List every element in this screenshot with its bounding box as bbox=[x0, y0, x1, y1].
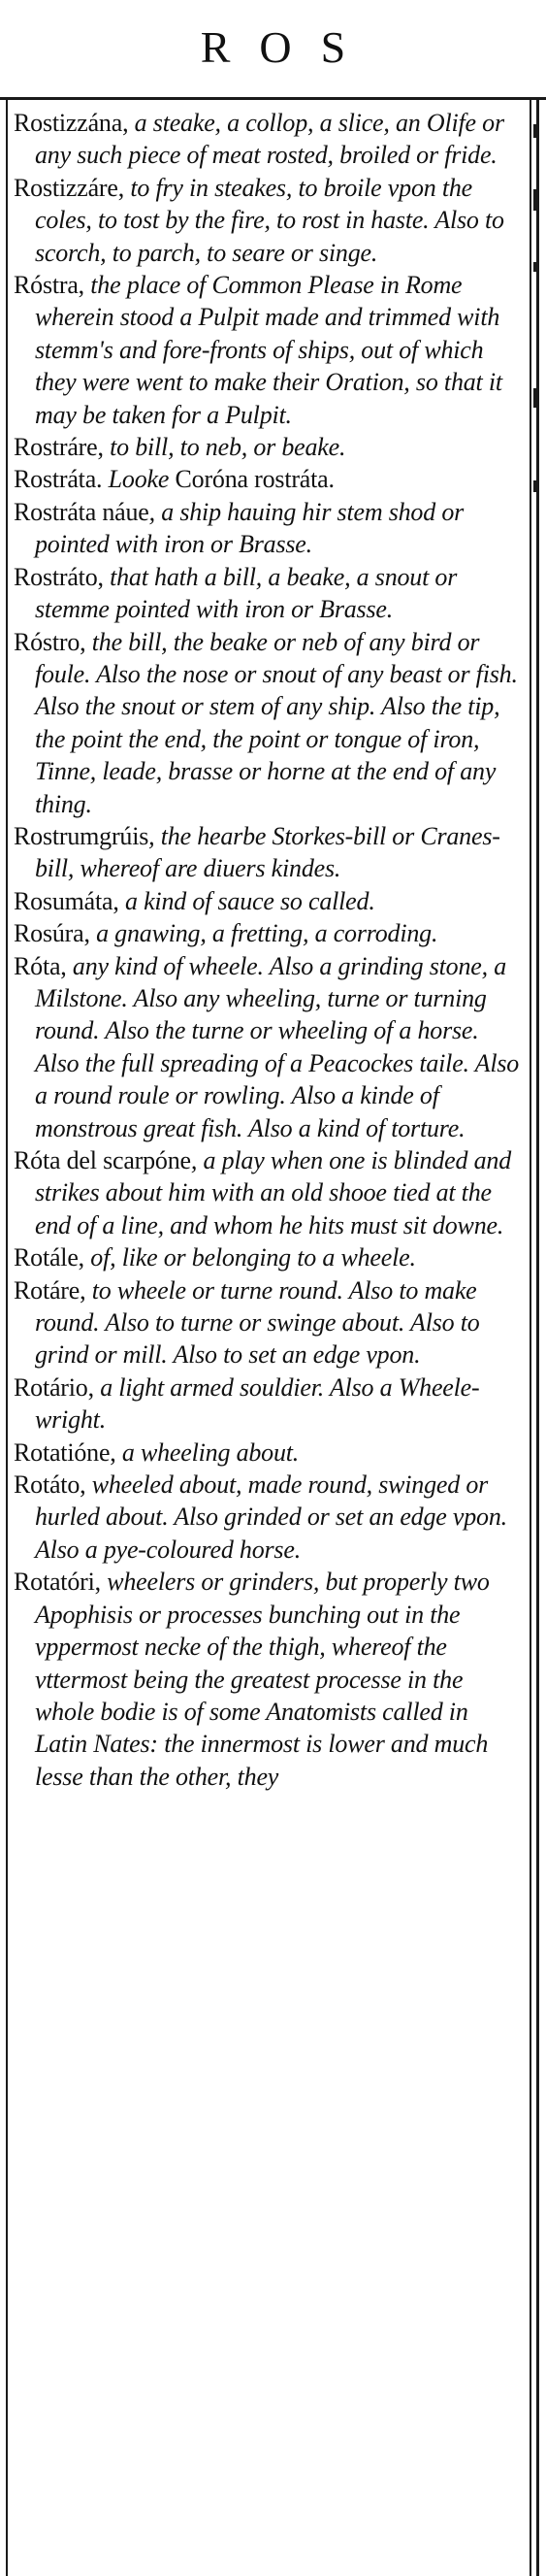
entry-rotatori bbox=[14, 1566, 524, 1793]
definition: , a play when one is blinded and strikes about him with an old shooe tied at the end of a line, and whom he hits must sit downe. bbox=[35, 1146, 511, 1239]
headword: Rostizzáre, bbox=[14, 173, 125, 202]
definition: to wheele or turne round. Also to make round. Also to turne or swinge about. Also to grind or mill. Also to set an edge vpon. bbox=[35, 1275, 480, 1370]
headword: Rosumáta, bbox=[14, 886, 119, 915]
headword: Róstra, bbox=[14, 271, 84, 300]
entry-rostra bbox=[14, 269, 524, 431]
headword: Rostizzána, bbox=[14, 109, 129, 137]
entry-rosura bbox=[14, 917, 524, 949]
headword: Rotário, bbox=[14, 1372, 94, 1402]
headword: Róstro, bbox=[14, 627, 86, 656]
headword: Rotatióne, bbox=[14, 1437, 116, 1467]
entry-rostrumgruis bbox=[14, 820, 524, 885]
page-header bbox=[0, 0, 546, 97]
entry-rostrare bbox=[14, 431, 524, 463]
right-column-rule bbox=[530, 97, 531, 2576]
definition: a wheeling about. bbox=[115, 1437, 300, 1467]
headword: Rosúra, bbox=[14, 919, 90, 948]
definition: to bill, to neb, or beake. bbox=[103, 433, 346, 462]
definition: a gnawing, a fretting, a corroding. bbox=[89, 919, 438, 948]
dictionary-entries bbox=[14, 107, 524, 1793]
definition: a kind of sauce so called. bbox=[118, 886, 375, 915]
adjacent-column-fragments bbox=[533, 97, 546, 2576]
definition: any kind of wheele. Also a grinding stone, a Milstone. Also any wheeling, turne or turning round. Also the turne or wheeling of a horse. Also the full spreading of a Peacockes taile. Also a round roule or rowling. Also a kinde of monstrous great fish. Also a kind of torture. bbox=[35, 951, 520, 1142]
entry-rota bbox=[14, 950, 524, 1144]
headword: Rotáre, bbox=[14, 1275, 86, 1305]
entry-rostrata bbox=[14, 463, 524, 495]
definition: of, like or belonging to a wheele. bbox=[83, 1243, 416, 1272]
headword: Rostráta. bbox=[14, 465, 103, 494]
entry-rotale bbox=[14, 1241, 524, 1273]
definition: the bill, the beake or neb of any bird or foule. Also the nose or snout of any beast or fish. Also the snout or stem of any ship. Also the tip, the point the end, the point or tongue of iron, Tinne, leade, brasse or horne at the end of any thing. bbox=[35, 627, 518, 818]
definition: that hath a bill, a beake, a snout or stemme pointed with iron or Brasse. bbox=[35, 562, 458, 624]
entry-rostrata-naue bbox=[14, 496, 524, 561]
entry-rotario bbox=[14, 1371, 524, 1437]
headword: Rostráto, bbox=[14, 562, 104, 591]
left-column-rule bbox=[6, 97, 8, 2576]
headword: Róta del scarpóne bbox=[14, 1146, 191, 1174]
entry-rotare bbox=[14, 1274, 524, 1371]
header-rule bbox=[0, 97, 546, 100]
entry-rostro bbox=[14, 626, 524, 820]
definition: the place of Common Please in Rome wherein stood a Pulpit made and trimmed with stemm's and fore-fronts of ships, out of which they were went to make their Oration, so that it may be taken for a Pulpit. bbox=[35, 271, 502, 429]
definition: a light armed souldier. Also a Wheele-wright. bbox=[35, 1372, 480, 1435]
headword: Rotatóri, bbox=[14, 1568, 101, 1597]
cross-reference: Coróna rostráta. bbox=[175, 465, 335, 494]
entry-rotato bbox=[14, 1469, 524, 1566]
page-title: ROS bbox=[200, 22, 375, 72]
headword: Rostráta náue bbox=[14, 497, 149, 526]
entry-rostizzare bbox=[14, 172, 524, 269]
headword: Rotáto, bbox=[14, 1470, 86, 1500]
definition: Looke bbox=[102, 465, 176, 494]
headword: Rostrumgrúis bbox=[14, 821, 149, 850]
headword: Rostráre, bbox=[14, 433, 104, 462]
definition: wheeled about, made round, swinged or hurled about. Also grinded or set an edge vpon. Also a pye-coloured horse. bbox=[35, 1470, 507, 1564]
headword: Rotále, bbox=[14, 1243, 84, 1272]
entry-rostrato bbox=[14, 561, 524, 626]
entry-rota-del-scarpone bbox=[14, 1144, 524, 1241]
definition: a steake, a collop, a slice, an Olife or any such piece of meat rosted, broiled or fride. bbox=[35, 109, 504, 170]
headword: Róta, bbox=[14, 951, 67, 980]
entry-rotatione bbox=[14, 1437, 524, 1469]
definition: wheelers or grinders, but properly two Apophisis or processes bunching out in the vppermost necke of the thigh, whereof the vttermost being the greatest processe in the whole bodie is of some Anatomists called in Latin Nates: the innermost is lower and much lesse than the other, they bbox=[35, 1568, 490, 1791]
entry-rosumata bbox=[14, 885, 524, 917]
entry-rostizzana bbox=[14, 107, 524, 172]
definition: to fry in steakes, to broile vpon the coles, to tost by the fire, to rost in haste. Also to scorch, to parch, to seare or singe. bbox=[35, 173, 504, 267]
definition: , the hearbe Storkes-bill or Cranes-bill, whereof are diuers kindes. bbox=[35, 821, 500, 883]
definition: , a ship hauing hir stem shod or pointed with iron or Brasse. bbox=[35, 497, 465, 559]
